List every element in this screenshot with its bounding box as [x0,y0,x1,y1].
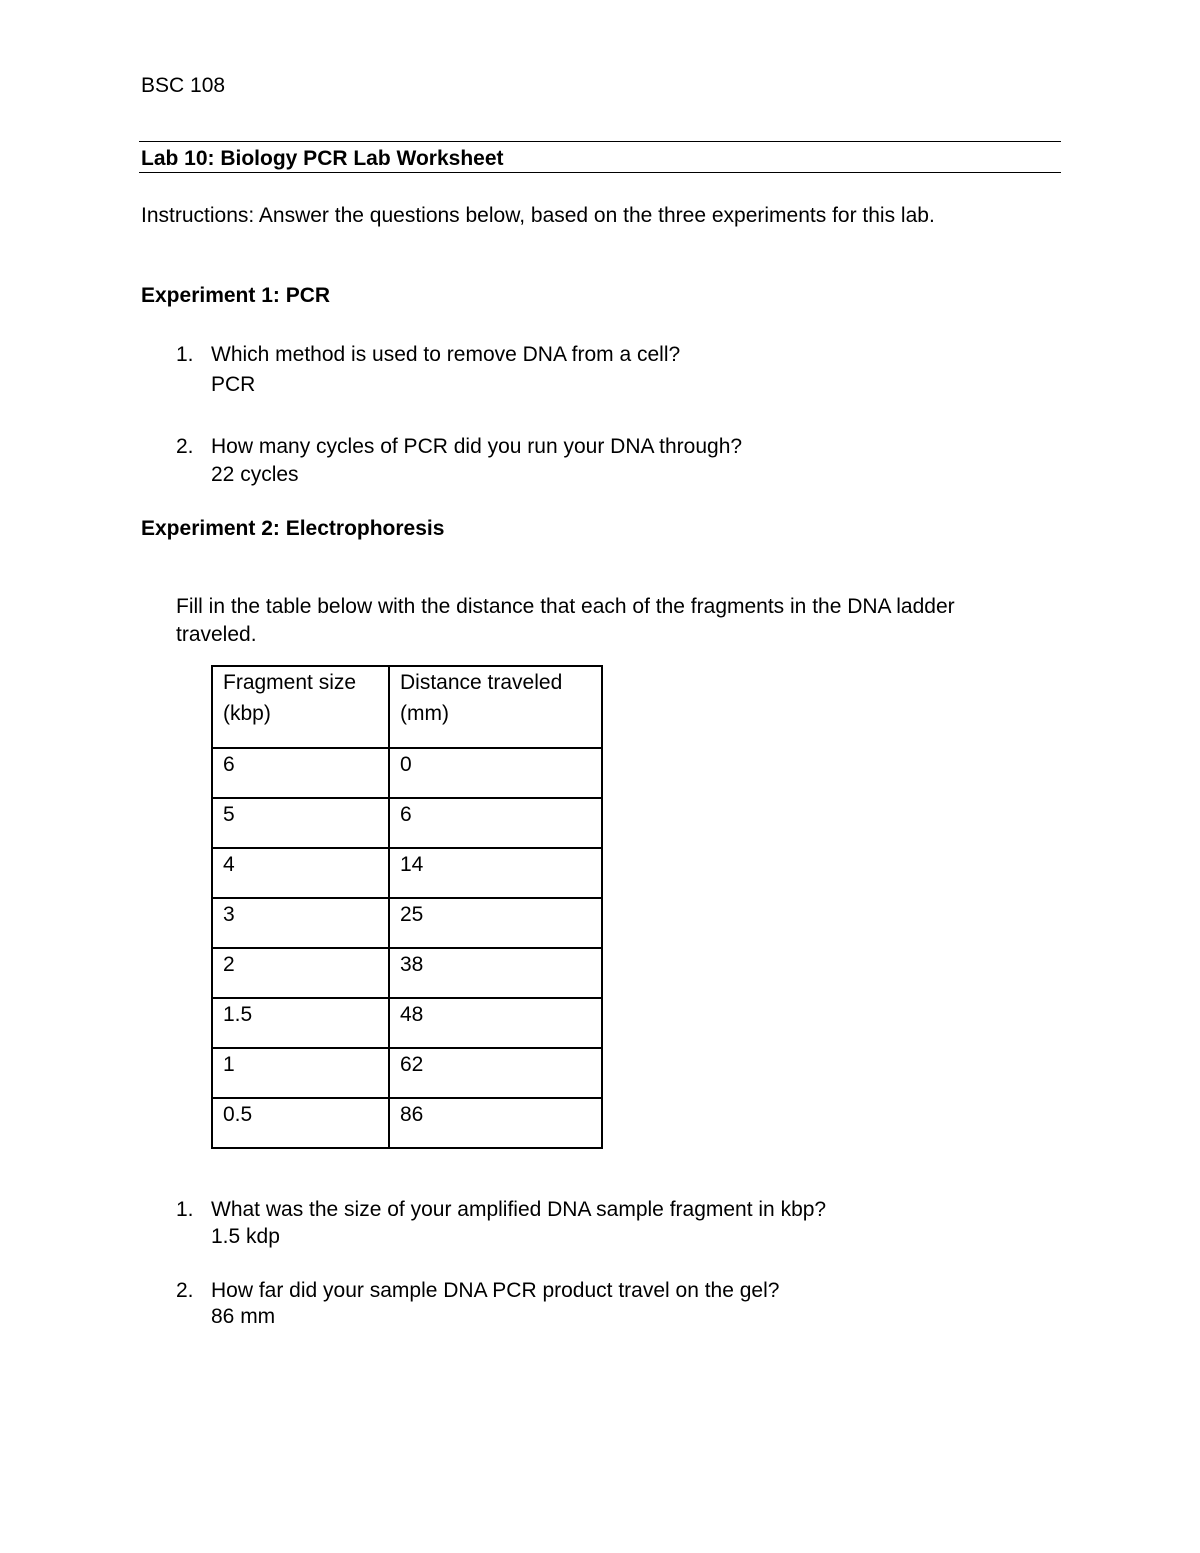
question-text: How many cycles of PCR did you run your DNA through? [211,435,743,458]
question-text: What was the size of your amplified DNA sample fragment in kbp? [211,1198,827,1221]
experiment-2-heading: Experiment 2: Electrophoresis [141,517,445,540]
table-row [212,848,602,898]
distance-cell: 86 [389,1098,602,1148]
table-row [212,898,602,948]
distance-cell: 48 [389,998,602,1048]
table-row [212,798,602,848]
fragment-size-cell: 4 [212,848,389,898]
header-fragment-size [212,666,389,748]
fragment-size-cell: 6 [212,748,389,798]
experiment-1-heading: Experiment 1: PCR [141,284,331,307]
title-rule-bottom [139,172,1061,173]
fragment-size-cell: 1 [212,1048,389,1098]
table-header-row [212,666,602,748]
question-text: How far did your sample DNA PCR product travel on the gel? [211,1279,780,1302]
distance-cell: 6 [389,798,602,848]
fragment-size-cell: 2 [212,948,389,998]
header-unit: (kbp) [223,702,271,725]
fragment-size-cell: 3 [212,898,389,948]
title-rule-top [139,141,1061,142]
question-number: 1. [176,1198,194,1221]
distance-cell: 38 [389,948,602,998]
answer-text: 86 mm [211,1305,276,1328]
course-code: BSC 108 [141,74,226,97]
table-prompt-line-1: Fill in the table below with the distance that each of the fragments in the DNA ladder [176,595,955,618]
question-number: 1. [176,343,194,366]
header-text: Distance traveled [400,671,563,694]
distance-cell: 25 [389,898,602,948]
instructions-text: Instructions: Answer the questions below, based on the three experiments for this lab. [141,204,935,227]
distance-cell: 14 [389,848,602,898]
worksheet-title: Lab 10: Biology PCR Lab Worksheet [141,147,504,170]
question-number: 2. [176,435,194,458]
table-row [212,1048,602,1098]
table-row [212,1098,602,1148]
fragment-size-cell: 0.5 [212,1098,389,1148]
answer-text: 22 cycles [211,463,299,486]
table-row [212,998,602,1048]
answer-text: PCR [211,373,256,396]
distance-cell: 62 [389,1048,602,1098]
header-text: Fragment size [223,671,357,694]
table-row [212,948,602,998]
answer-text: 1.5 kdp [211,1225,280,1248]
fragment-size-cell: 1.5 [212,998,389,1048]
question-text: Which method is used to remove DNA from a cell? [211,343,681,366]
question-number: 2. [176,1279,194,1302]
distance-cell: 0 [389,748,602,798]
dna-ladder-table [211,665,603,1149]
header-distance-traveled [389,666,602,748]
header-unit: (mm) [400,702,449,725]
fragment-size-cell: 5 [212,798,389,848]
table-row [212,748,602,798]
table-prompt-line-2: traveled. [176,623,257,646]
